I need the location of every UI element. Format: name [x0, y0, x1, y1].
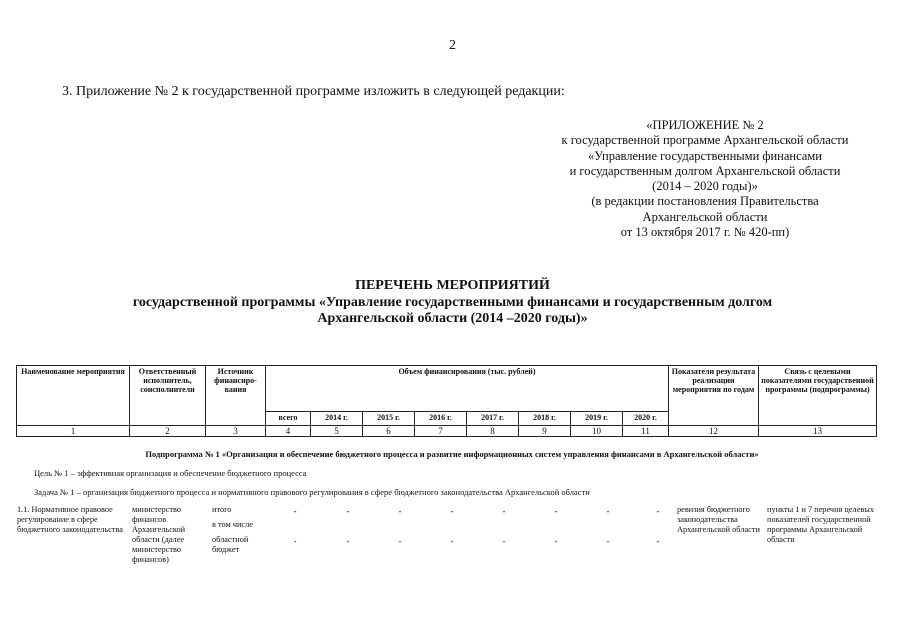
column-number: 12	[669, 426, 759, 437]
financing-dash: -	[398, 506, 402, 516]
column-number: 5	[311, 426, 363, 437]
financing-dash: -	[606, 536, 610, 546]
financing-dash: -	[450, 506, 454, 516]
subprogram-heading: Подпрограмма № 1 «Организация и обеспечение бюджетного процесса и развитие информационных систем управления финансами в Архангельской области»	[145, 449, 759, 459]
task-text: Задача № 1 – организация бюджетного процесса и нормативного правового регулирования в сфере бюджетного законодательства Архангельской области	[34, 487, 590, 497]
appendix-line: «ПРИЛОЖЕНИЕ № 2	[646, 118, 764, 132]
header-executor: Ответственный исполнитель, соисполнители	[130, 366, 206, 426]
goal-text: Цель № 1 – эффективная организация и обеспечение бюджетного процесса	[34, 468, 307, 478]
column-number: 13	[759, 426, 877, 437]
header-year: 2019 г.	[571, 412, 623, 426]
financing-dash: -	[346, 506, 350, 516]
column-number: 4	[266, 426, 311, 437]
header-financing: Объем финансирования (тыс. рублей)	[266, 366, 669, 412]
header-year: всего	[266, 412, 311, 426]
appendix-line: к государственной программе Архангельской области	[561, 133, 849, 148]
appendix-line: и государственным долгом Архангельской области	[569, 163, 841, 178]
row-source-regional: областной бюджет	[212, 535, 249, 554]
financing-dash: -	[346, 536, 350, 546]
appendix-line: Архангельской области	[642, 209, 768, 224]
financing-dash: -	[450, 536, 454, 546]
column-number: 11	[623, 426, 669, 437]
row-result: ревизия бюджетного законодательства Архангельской области	[677, 505, 760, 534]
column-number: 3	[206, 426, 266, 437]
column-number: 1	[17, 426, 130, 437]
appendix-line: от 13 октября 2017 г. № 420-пп)	[620, 225, 790, 240]
appendix-block	[540, 118, 870, 240]
financing-dash: -	[554, 536, 558, 546]
column-number: 8	[467, 426, 519, 437]
financing-dash: -	[293, 506, 297, 516]
header-year: 2015 г.	[363, 412, 415, 426]
column-number: 9	[519, 426, 571, 437]
measures-table-header	[16, 365, 877, 437]
row-name: 1.1. Нормативное правовое регулирование в сфере бюджетного законодательства	[17, 505, 123, 534]
column-number: 7	[415, 426, 467, 437]
header-source: Источник финансиро-вания	[206, 366, 266, 426]
financing-dash: -	[293, 536, 297, 546]
title-line: ПЕРЕЧЕНЬ МЕРОПРИЯТИЙ	[355, 278, 550, 293]
financing-dash: -	[502, 506, 506, 516]
header-year: 2017 г.	[467, 412, 519, 426]
financing-dash: -	[502, 536, 506, 546]
row-source-including: в том числе	[212, 520, 253, 529]
row-link: пункты 1 и 7 перечня целевых показателей государственной программы Архангельской области	[767, 505, 875, 544]
row-source-total: итого	[212, 505, 232, 514]
column-number: 10	[571, 426, 623, 437]
header-year: 2016 г.	[415, 412, 467, 426]
column-number: 6	[363, 426, 415, 437]
financing-dash: -	[656, 506, 660, 516]
appendix-line: (в редакции постановления Правительства	[591, 194, 819, 209]
title-line: Архангельской области (2014 –2020 годы)»	[317, 311, 588, 326]
header-year: 2018 г.	[519, 412, 571, 426]
financing-dash: -	[656, 536, 660, 546]
header-year: 2014 г.	[311, 412, 363, 426]
header-name: Наименование мероприятия	[17, 366, 130, 426]
header-year: 2020 г.	[623, 412, 669, 426]
intro-text: 3. Приложение № 2 к государственной программе изложить в следующей редакции:	[62, 84, 565, 99]
column-number: 2	[130, 426, 206, 437]
appendix-line: «Управление государственными финансами	[588, 148, 822, 163]
page-number: 2	[449, 38, 456, 53]
row-executor: министерство финансов Архангельской области (далее министерство финансов)	[132, 505, 186, 564]
financing-dash: -	[398, 536, 402, 546]
financing-dash: -	[554, 506, 558, 516]
header-indicators: Показатели результата реализации мероприятия по годам	[669, 366, 759, 426]
title-line: государственной программы «Управление государственными финансами и государственным долгом	[132, 294, 773, 310]
header-link: Связь с целевыми показателями государственной программы (подпрограммы)	[759, 366, 877, 426]
appendix-line: (2014 – 2020 годы)»	[652, 179, 758, 194]
document-title	[0, 278, 905, 328]
financing-dash: -	[606, 506, 610, 516]
